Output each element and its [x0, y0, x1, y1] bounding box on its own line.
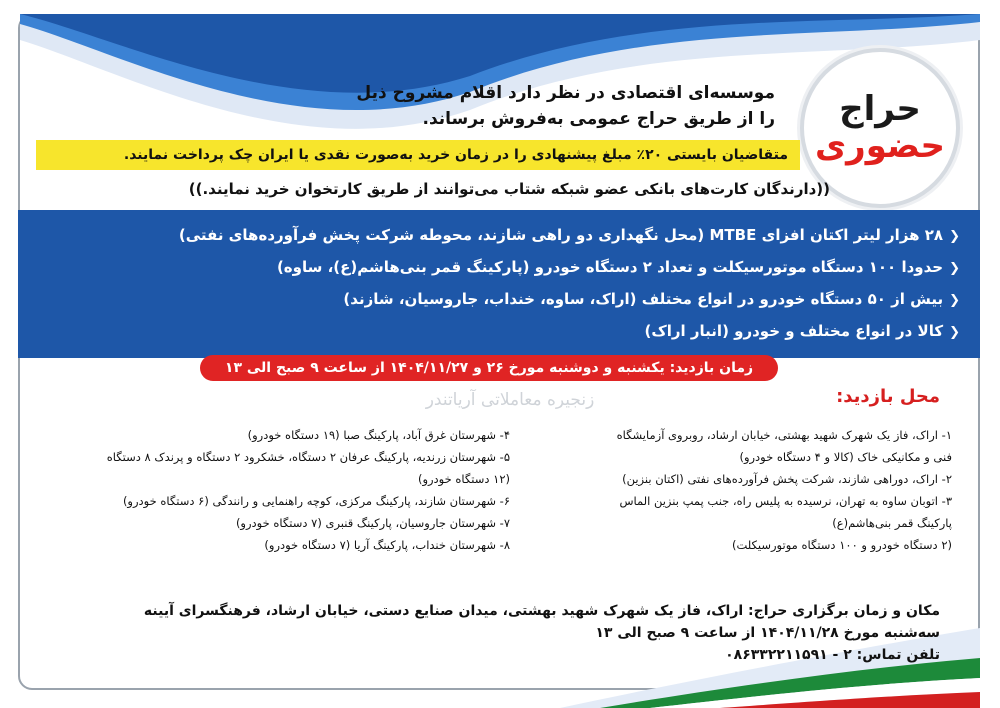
list-item: ۸- شهرستان خنداب، پارکینگ آریا (۷ دستگاه خودرو)	[264, 538, 510, 552]
stamp-subtitle: حضوری	[814, 126, 946, 166]
deposit-note-band: متقاضیان بایستی ۲۰٪ مبلغ پیشنهادی را در زمان خرید به‌صورت نقدی یا ایران چک پرداخت نمایند.	[36, 140, 800, 170]
venue-block	[80, 600, 940, 666]
list-item: ۴- شهرستان غرق آباد، پارکینگ صبا (۱۹ دستگاه خودرو)	[247, 428, 510, 442]
watermark-text: زنجیره معاملاتی آریاتندر	[425, 390, 595, 410]
list-item: ۵- شهرستان زرندیه، پارکینگ عرفان ۲ دستگاه، خشکرود ۲ دستگاه و پرندک ۸ دستگاه	[106, 450, 510, 464]
list-item	[160, 284, 960, 316]
chevron-icon: ❮	[949, 325, 960, 340]
chevron-icon: ❮	[949, 293, 960, 308]
item-text: بیش از ۵۰ دستگاه خودرو در انواع مختلف (اراک، ساوه، خنداب، جاروسیان، شازند)	[343, 290, 944, 308]
list-item: ۳- اتوبان ساوه به تهران، نرسیده به پلیس راه، جنب پمپ بنزین الماس	[619, 494, 952, 508]
venue-date: سه‌شنبه مورخ ۱۴۰۴/۱۱/۲۸ از ساعت ۹ صبح الی ۱۳	[595, 625, 940, 641]
locations-list-right	[512, 424, 952, 556]
intro-text	[255, 80, 775, 132]
locations-list-left	[70, 424, 510, 556]
list-item: ۷- شهرستان جاروسیان، پارکینگ قنبری (۷ دستگاه خودرو)	[235, 516, 510, 530]
locations-heading: محل بازدید:	[836, 386, 940, 407]
list-item: ۲- اراک، دوراهی شازند، شرکت پخش فرآورده‌های نفتی (اکتان بنزین)	[622, 472, 952, 486]
items-list	[160, 220, 960, 348]
intro-line-1: موسسه‌ای اقتصادی در نظر دارد اقلام مشروح ذیل	[356, 83, 775, 103]
chevron-icon: ❮	[949, 261, 960, 276]
item-text: کالا در انواع مختلف و خودرو (انبار اراک)	[644, 322, 944, 340]
contact-phone: تلفن تماس: ۲ - ۰۸۶۳۳۲۲۱۱۵۹۱	[725, 647, 940, 663]
chevron-icon: ❮	[949, 229, 960, 244]
list-item	[160, 220, 960, 252]
list-item: ۶- شهرستان شازند، پارکینگ مرکزی، کوچه راهنمایی و رانندگی (۶ دستگاه خودرو)	[122, 494, 510, 508]
list-item: (۱۲ دستگاه خودرو)	[417, 472, 510, 486]
stamp-title: حراج	[839, 88, 921, 129]
item-text: ۲۸ هزار لیتر اکتان افزای MTBE (محل نگهداری دو راهی شازند، محوطه شرکت پخش فرآورده‌های نفتی)	[178, 226, 944, 244]
visit-time-bar: زمان بازدید: یکشنبه و دوشنبه مورخ ۲۶ و ۱۴۰۴/۱۱/۲۷ از ساعت ۹ صبح الی ۱۳	[200, 355, 778, 381]
list-item	[160, 316, 960, 348]
card-payment-note: ((دارندگان کارت‌های بانکی عضو شبکه شتاب می‌توانند از طریق کارتخوان خرید نمایند.))	[188, 180, 830, 198]
list-item: (۲ دستگاه خودرو و ۱۰۰ دستگاه موتورسیکلت)	[731, 538, 952, 552]
list-item: فنی و مکانیکی خاک (کالا و ۴ دستگاه خودرو)	[739, 450, 952, 464]
item-text: حدودا ۱۰۰ دستگاه موتورسیکلت و تعداد ۲ دستگاه خودرو (پارکینگ قمر بنی‌هاشم(ع)، ساوه)	[276, 258, 944, 276]
list-item: پارکینگ قمر بنی‌هاشم(ع)	[832, 516, 952, 530]
venue-address: مکان و زمان برگزاری حراج: اراک، فاز یک شهرک شهید بهشتی، میدان صنایع دستی، خیابان ارشاد، فرهنگسرای آیینه	[143, 603, 940, 619]
list-item: ۱- اراک، فاز یک شهرک شهید بهشتی، خیابان ارشاد، روبروی آزمایشگاه	[616, 428, 952, 442]
list-item	[160, 252, 960, 284]
items-band	[18, 210, 980, 358]
intro-line-2: را از طریق حراج عمومی به‌فروش برساند.	[422, 109, 775, 129]
